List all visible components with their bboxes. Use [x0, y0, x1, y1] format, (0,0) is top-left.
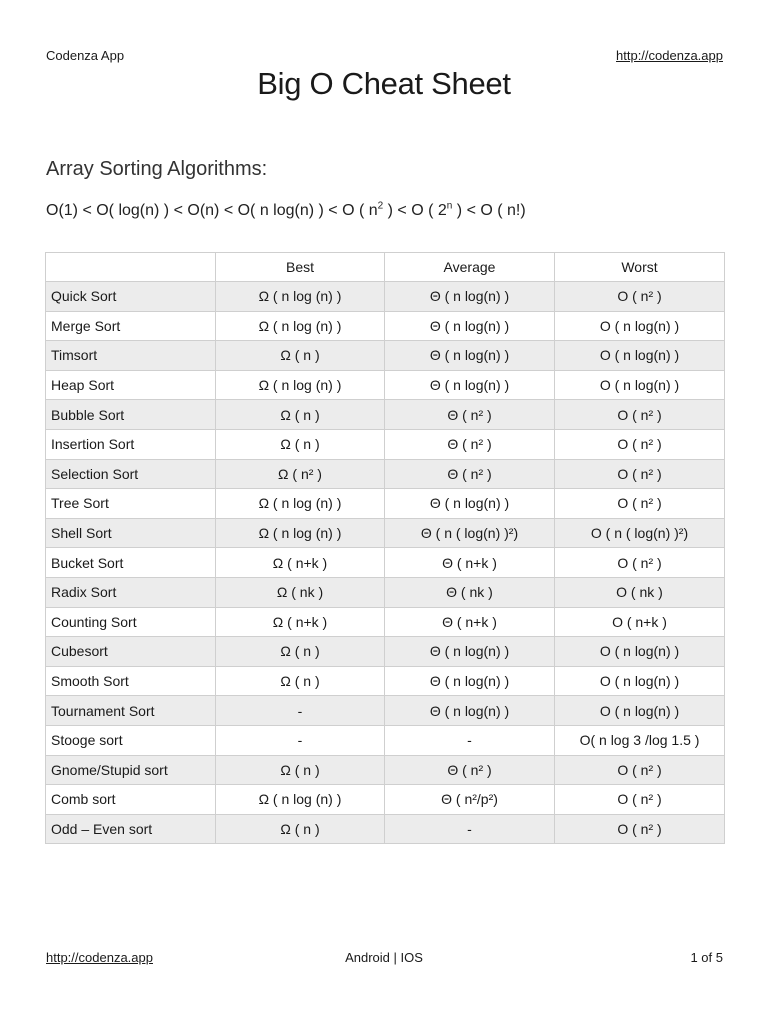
worst-case-cell: O( n log 3 /log 1.5 )	[555, 725, 725, 755]
best-case-cell: Ω ( n+k )	[216, 607, 385, 637]
algorithm-name-cell: Quick Sort	[46, 282, 216, 312]
average-case-cell: Θ ( n log(n) )	[385, 341, 555, 371]
app-name: Codenza App	[46, 48, 125, 63]
column-header-average: Average	[385, 253, 555, 282]
complexity-order-part: ) < O ( 2	[383, 202, 447, 219]
worst-case-cell: O ( n² )	[555, 785, 725, 815]
algorithm-name-cell: Selection Sort	[46, 459, 216, 489]
table-header-row	[46, 253, 725, 282]
algorithm-name-cell: Counting Sort	[46, 607, 216, 637]
worst-case-cell: O ( n² )	[555, 282, 725, 312]
worst-case-cell: O ( n log(n) )	[555, 370, 725, 400]
table-row	[46, 282, 725, 312]
page-title: Big O Cheat Sheet	[257, 66, 511, 101]
footer-url-link[interactable]: http://codenza.app	[46, 950, 153, 965]
table-row	[46, 341, 725, 371]
table-row	[46, 459, 725, 489]
complexity-order	[46, 202, 526, 220]
algorithm-name-cell: Tree Sort	[46, 489, 216, 519]
algorithm-name-cell: Shell Sort	[46, 518, 216, 548]
worst-case-cell: O ( n log(n) )	[555, 696, 725, 726]
table-row	[46, 696, 725, 726]
algorithm-name-cell: Insertion Sort	[46, 429, 216, 459]
best-case-cell: -	[216, 725, 385, 755]
algorithm-name-cell: Bucket Sort	[46, 548, 216, 578]
best-case-cell: Ω ( n )	[216, 637, 385, 667]
table-row	[46, 666, 725, 696]
average-case-cell: Θ ( n log(n) )	[385, 311, 555, 341]
table-row	[46, 607, 725, 637]
average-case-cell: Θ ( n log(n) )	[385, 370, 555, 400]
average-case-cell: -	[385, 725, 555, 755]
complexity-order-exponent: 2	[377, 200, 384, 212]
table-row	[46, 637, 725, 667]
worst-case-cell: O ( n² )	[555, 459, 725, 489]
best-case-cell: Ω ( n )	[216, 429, 385, 459]
table-row	[46, 370, 725, 400]
average-case-cell: -	[385, 814, 555, 844]
footer-platforms: Android | IOS	[345, 950, 423, 965]
table-row	[46, 518, 725, 548]
average-case-cell: Θ ( n² )	[385, 459, 555, 489]
best-case-cell: Ω ( n log (n) )	[216, 282, 385, 312]
best-case-cell: -	[216, 696, 385, 726]
algorithm-name-cell: Smooth Sort	[46, 666, 216, 696]
worst-case-cell: O ( n log(n) )	[555, 637, 725, 667]
algorithm-name-cell: Merge Sort	[46, 311, 216, 341]
algorithm-name-cell: Cubesort	[46, 637, 216, 667]
section-title: Array Sorting Algorithms:	[46, 158, 268, 180]
average-case-cell: Θ ( n² )	[385, 400, 555, 430]
best-case-cell: Ω ( n )	[216, 666, 385, 696]
algorithm-name-cell: Stooge sort	[46, 725, 216, 755]
best-case-cell: Ω ( n )	[216, 400, 385, 430]
best-case-cell: Ω ( n² )	[216, 459, 385, 489]
page-indicator: 1 of 5	[690, 950, 723, 965]
table-row	[46, 814, 725, 844]
worst-case-cell: O ( n log(n) )	[555, 666, 725, 696]
algorithm-name-cell: Heap Sort	[46, 370, 216, 400]
worst-case-cell: O ( n² )	[555, 429, 725, 459]
average-case-cell: Θ ( n log(n) )	[385, 637, 555, 667]
average-case-cell: Θ ( n log(n) )	[385, 696, 555, 726]
sorting-complexity-table	[45, 252, 725, 844]
best-case-cell: Ω ( n )	[216, 814, 385, 844]
average-case-cell: Θ ( n² )	[385, 755, 555, 785]
best-case-cell: Ω ( n log (n) )	[216, 311, 385, 341]
worst-case-cell: O ( nk )	[555, 577, 725, 607]
worst-case-cell: O ( n² )	[555, 548, 725, 578]
table-body	[46, 282, 725, 844]
table-row	[46, 755, 725, 785]
worst-case-cell: O ( n² )	[555, 814, 725, 844]
column-header-worst: Worst	[555, 253, 725, 282]
algorithm-name-cell: Radix Sort	[46, 577, 216, 607]
best-case-cell: Ω ( n log (n) )	[216, 785, 385, 815]
worst-case-cell: O ( n log(n) )	[555, 341, 725, 371]
worst-case-cell: O ( n² )	[555, 400, 725, 430]
best-case-cell: Ω ( n+k )	[216, 548, 385, 578]
worst-case-cell: O ( n² )	[555, 489, 725, 519]
average-case-cell: Θ ( n log(n) )	[385, 489, 555, 519]
table-row	[46, 489, 725, 519]
best-case-cell: Ω ( n )	[216, 341, 385, 371]
algorithm-name-cell: Comb sort	[46, 785, 216, 815]
average-case-cell: Θ ( n²/p²)	[385, 785, 555, 815]
algorithm-name-cell: Odd – Even sort	[46, 814, 216, 844]
worst-case-cell: O ( n² )	[555, 755, 725, 785]
average-case-cell: Θ ( n+k )	[385, 548, 555, 578]
table-row	[46, 400, 725, 430]
best-case-cell: Ω ( nk )	[216, 577, 385, 607]
table-row	[46, 577, 725, 607]
table-row	[46, 725, 725, 755]
table-row	[46, 785, 725, 815]
complexity-order-part: O(1) < O( log(n) ) < O(n) < O( n log(n) ) < O ( n	[46, 202, 378, 219]
best-case-cell: Ω ( n log (n) )	[216, 489, 385, 519]
column-header	[46, 253, 216, 282]
best-case-cell: Ω ( n log (n) )	[216, 518, 385, 548]
algorithm-name-cell: Bubble Sort	[46, 400, 216, 430]
algorithm-name-cell: Tournament Sort	[46, 696, 216, 726]
average-case-cell: Θ ( n ( log(n) )²)	[385, 518, 555, 548]
average-case-cell: Θ ( nk )	[385, 577, 555, 607]
best-case-cell: Ω ( n )	[216, 755, 385, 785]
average-case-cell: Θ ( n log(n) )	[385, 666, 555, 696]
worst-case-cell: O ( n ( log(n) )²)	[555, 518, 725, 548]
complexity-order-part: ) < O ( n!)	[452, 202, 526, 219]
average-case-cell: Θ ( n log(n) )	[385, 282, 555, 312]
average-case-cell: Θ ( n+k )	[385, 607, 555, 637]
complexity-order-exponent: n	[446, 200, 453, 212]
table-row	[46, 311, 725, 341]
header-url-link[interactable]: http://codenza.app	[616, 48, 723, 63]
best-case-cell: Ω ( n log (n) )	[216, 370, 385, 400]
algorithm-name-cell: Timsort	[46, 341, 216, 371]
table-row	[46, 548, 725, 578]
algorithm-name-cell: Gnome/Stupid sort	[46, 755, 216, 785]
table-row	[46, 429, 725, 459]
average-case-cell: Θ ( n² )	[385, 429, 555, 459]
worst-case-cell: O ( n log(n) )	[555, 311, 725, 341]
column-header-best: Best	[216, 253, 385, 282]
worst-case-cell: O ( n+k )	[555, 607, 725, 637]
